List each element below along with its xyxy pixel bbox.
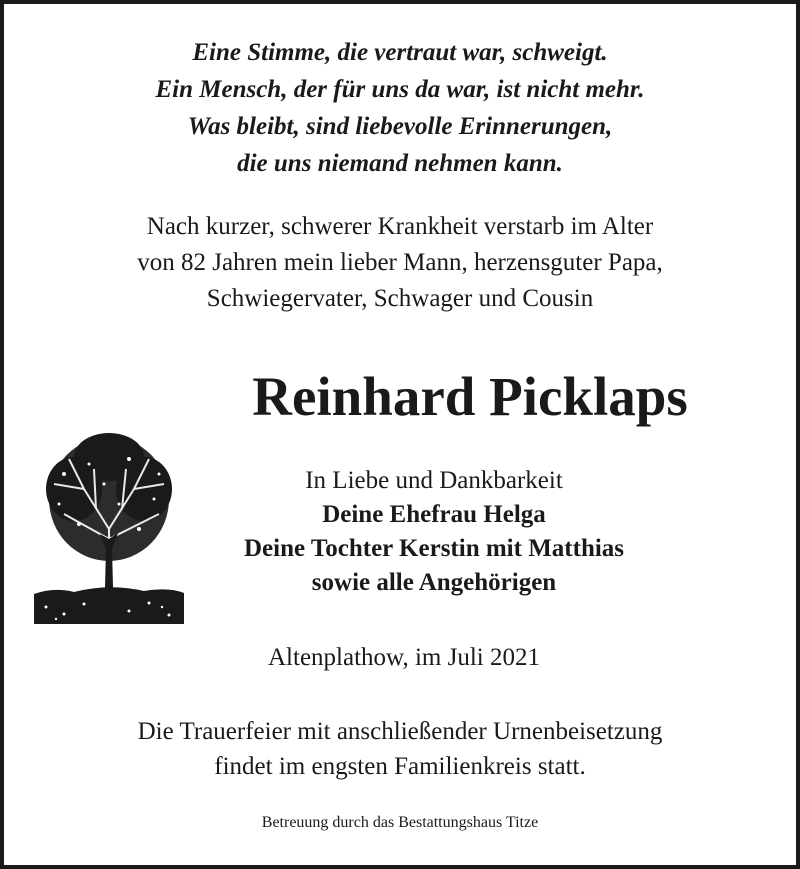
signers-block xyxy=(204,464,664,600)
death-announcement xyxy=(4,209,796,317)
verse-line: Was bleibt, sind liebevolle Erinnerungen, xyxy=(187,113,613,140)
ceremony-line: Die Trauerfeier mit anschließender Urnenbeisetzung xyxy=(137,718,663,745)
signers-intro: In Liebe und Dankbarkeit xyxy=(305,467,563,494)
funeral-home-credit: Betreuung durch das Bestattungshaus Titze xyxy=(261,814,539,831)
signer-line: sowie alle Angehörigen xyxy=(311,569,557,596)
verse-line: die uns niemand nehmen kann. xyxy=(237,150,563,177)
place-date: Altenplathow, im Juli 2021 xyxy=(268,644,540,671)
ceremony-notice xyxy=(4,714,796,784)
signer-line: Deine Tochter Kerstin mit Matthias xyxy=(243,535,625,562)
tree-icon xyxy=(34,429,184,624)
verse-line: Eine Stimme, die vertraut war, schweigt. xyxy=(192,39,608,66)
announcement-line: Schwiegervater, Schwager und Cousin xyxy=(206,285,594,312)
announcement-line: Nach kurzer, schwerer Krankheit verstarb im Alter xyxy=(146,213,654,240)
announcement-line: von 82 Jahren mein lieber Mann, herzensguter Papa, xyxy=(137,249,663,276)
verse-line: Ein Mensch, der für uns da war, ist nicht mehr. xyxy=(155,76,645,103)
ceremony-line: findet im engsten Familienkreis statt. xyxy=(214,753,586,780)
signer-line: Deine Ehefrau Helga xyxy=(322,501,546,528)
deceased-name: Reinhard Picklaps xyxy=(252,366,688,427)
memorial-verse xyxy=(4,34,796,182)
